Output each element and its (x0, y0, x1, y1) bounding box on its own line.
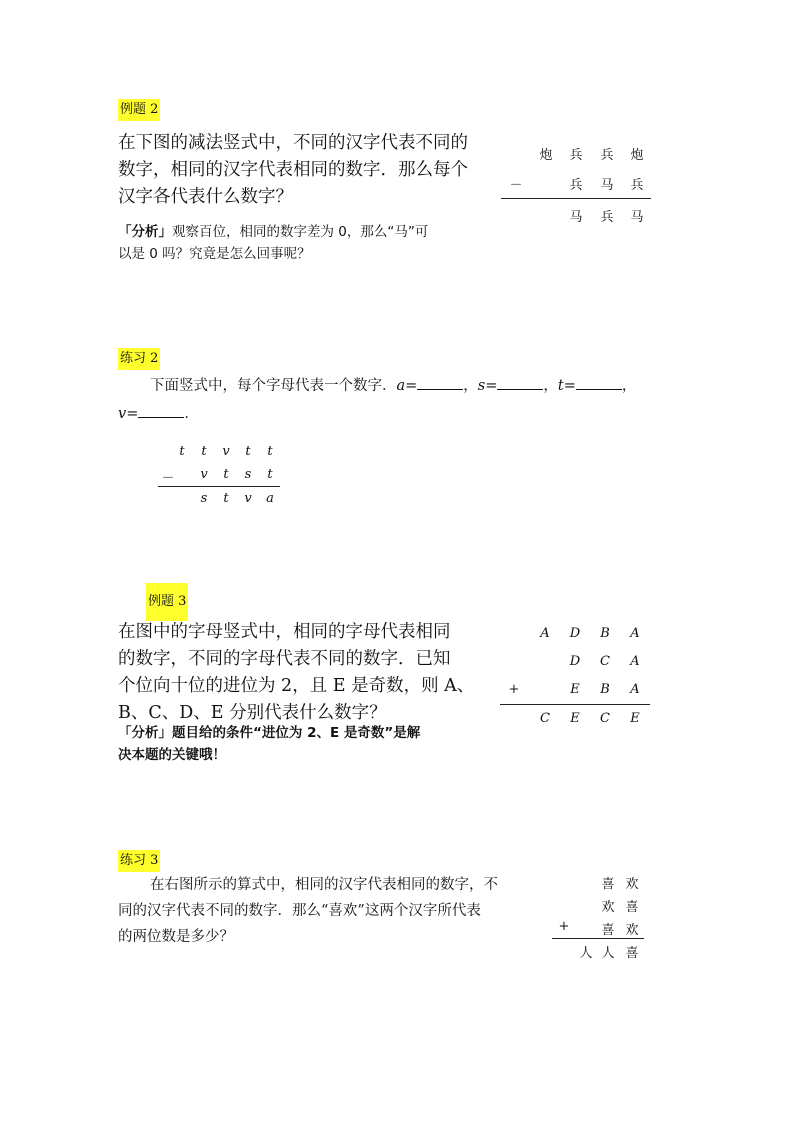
separator: ， (543, 378, 558, 394)
puzzle-char: E (630, 711, 640, 726)
minus-sign: － (161, 471, 175, 486)
puzzle-char: 兵 (569, 178, 583, 193)
minus-sign: － (509, 178, 523, 193)
puzzle-char: 人 (601, 946, 615, 961)
puzzle-char: C (600, 654, 610, 669)
puzzle-char: 欢 (601, 900, 615, 915)
question-line: 个位向十位的进位为 2，且 E 是奇数，则 A、 (118, 676, 475, 696)
var-a: a= (396, 378, 418, 394)
blank-s (497, 375, 543, 390)
puzzle-char: 兵 (630, 178, 644, 193)
analysis-text: 决本题的关键哦！ (118, 747, 226, 763)
puzzle-char: 炮 (630, 148, 644, 163)
puzzle-char: 炮 (539, 148, 553, 163)
puzzle-char: 兵 (600, 148, 614, 163)
puzzle-char: t (223, 467, 229, 482)
puzzle-char: t (179, 444, 185, 459)
puzzle-char: E (570, 682, 580, 697)
plus-sign: + (558, 919, 570, 934)
puzzle-char: 人 (579, 946, 593, 961)
puzzle-char: E (570, 711, 580, 726)
puzzle-char: A (630, 654, 640, 669)
puzzle-char: 喜 (601, 923, 615, 938)
puzzle-char: B (600, 682, 610, 697)
puzzle-char: B (600, 626, 610, 641)
puzzle-char: C (600, 711, 610, 726)
puzzle-char: t (223, 491, 229, 506)
puzzle-char: t (245, 444, 251, 459)
var-t: t= (557, 378, 576, 394)
question-line: 的两位数是多少？ (118, 929, 234, 945)
puzzle-char: 喜 (625, 900, 639, 915)
puzzle-char: 喜 (625, 946, 639, 961)
sum-line (552, 938, 644, 939)
puzzle-char: v (222, 444, 230, 459)
puzzle-char: 马 (630, 210, 644, 225)
example-2-tag: 例题 2 (118, 99, 160, 121)
practice-2-question (150, 373, 636, 399)
puzzle-char: A (540, 626, 550, 641)
sum-line (500, 704, 650, 705)
puzzle-char: v (244, 491, 252, 506)
question-line: 在右图所示的算式中，相同的汉字代表相同的数字，不 (150, 877, 498, 893)
analysis-label: 「分析」 (118, 224, 172, 240)
puzzle-char: 喜 (601, 877, 615, 892)
question-line: 同的汉字代表不同的数字．那么“喜欢”这两个汉字所代表 (118, 903, 481, 919)
example-3-tag: 例题 3 (146, 583, 188, 621)
puzzle-char: 兵 (569, 148, 583, 163)
sum-line (158, 486, 280, 487)
puzzle-char: s (200, 491, 208, 506)
practice-3-question (118, 872, 498, 950)
question-line: 的数字，不同的字母代表不同的数字．已知 (118, 649, 451, 669)
practice-3-tag: 练习 3 (118, 850, 160, 872)
puzzle-char: v (200, 467, 208, 482)
puzzle-char: D (569, 626, 581, 641)
analysis-text: 题目给的条件“进位为 2、E 是奇数”是解 (172, 725, 421, 741)
question-line: B、C、D、E 分别代表什么数字？ (118, 703, 387, 723)
blank-t (576, 375, 622, 390)
example-3-analysis (118, 722, 420, 766)
example-2-question (118, 130, 468, 211)
puzzle-char: C (540, 711, 550, 726)
blank-v (138, 403, 184, 418)
practice-2-question-cont (118, 401, 199, 427)
analysis-text: 以是 0 吗？究竟是怎么回事呢？ (118, 246, 311, 262)
puzzle-char: 欢 (625, 877, 639, 892)
sum-line (501, 198, 651, 199)
question-text: 下面竖式中，每个字母代表一个数字． (150, 378, 397, 394)
blank-a (417, 375, 463, 390)
puzzle-char: t (267, 444, 273, 459)
puzzle-char: D (569, 654, 581, 669)
puzzle-char: t (267, 467, 273, 482)
puzzle-char: t (201, 444, 207, 459)
puzzle-char: 马 (600, 178, 614, 193)
puzzle-char: 欢 (625, 923, 639, 938)
plus-sign: + (508, 682, 520, 697)
var-s: s= (477, 378, 498, 394)
puzzle-char: 兵 (600, 210, 614, 225)
analysis-text: 观察百位，相同的数字差为 0，那么“马”可 (172, 224, 429, 240)
example-3-question (118, 619, 474, 727)
puzzle-char: a (266, 491, 274, 506)
analysis-label: 「分析」 (118, 725, 172, 741)
question-line: 在下图的减法竖式中，不同的汉字代表不同的 (118, 133, 468, 153)
puzzle-char: 马 (569, 210, 583, 225)
puzzle-char: s (244, 467, 252, 482)
question-line: 在图中的字母竖式中，相同的字母代表相同 (118, 622, 451, 642)
puzzle-char: A (630, 626, 640, 641)
var-v: v= (118, 406, 139, 422)
period: ． (184, 406, 199, 422)
question-line: 汉字各代表什么数字？ (118, 187, 293, 207)
puzzle-char: A (630, 682, 640, 697)
separator: ， (463, 378, 478, 394)
example-2-analysis (118, 221, 428, 265)
question-line: 数字，相同的汉字代表相同的数字．那么每个 (118, 160, 468, 180)
practice-2-tag: 练习 2 (118, 348, 160, 370)
separator: ， (621, 378, 637, 394)
